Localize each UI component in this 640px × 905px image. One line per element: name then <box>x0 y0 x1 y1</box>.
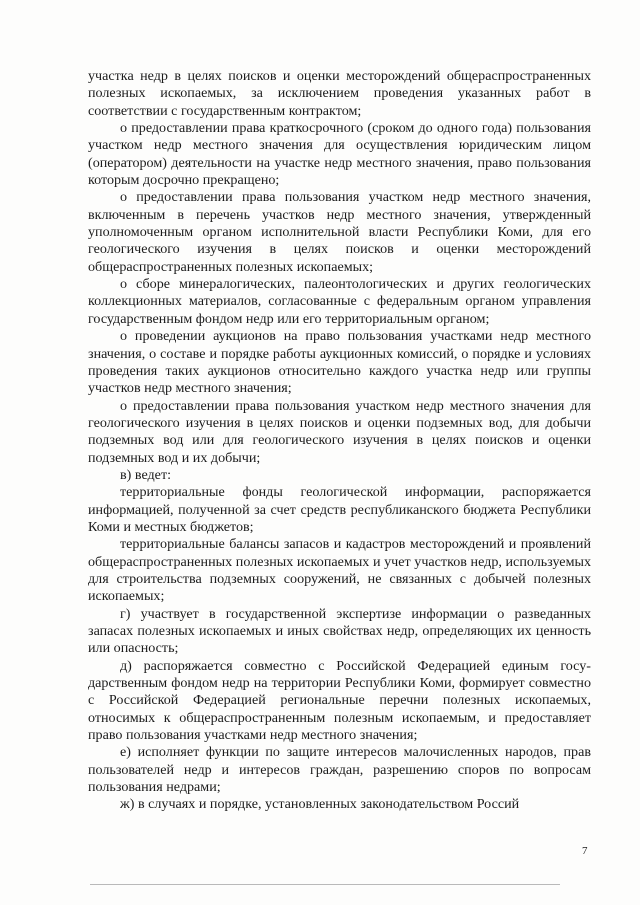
paragraph: о проведении аукционов на право пользования участками недр местного значения, о составе и порядке работы аукционных комиссий, о порядке и условиях проведения таких аукционов относительно каждого участка недр или группы участков недр местного значения; <box>88 328 591 397</box>
paragraph: о предоставлении права пользования участком недр местного значения для геологического изучения в целях поисков и оценки подземных вод, для добычи подземных вод или для геологического изучения в целях поисков и оценки подземных вод и их добычи; <box>88 397 591 466</box>
paragraph: ж) в случаях и порядке, установленных законодательством Россий <box>120 796 520 813</box>
paragraph: е) исполняет функции по защите интересов малочисленных народов, прав пользователей недр и интересов граждан, разрешению споров по вопросам пользования недрами; <box>88 744 591 796</box>
paragraph: о предоставлении права пользования участком недр местного значения, включенным в перечень участков недр местного значения, утвержденный уполномоченным органом исполнительной власти Республики Коми, для его геологического изучения в целях поисков и оценки месторождений общераспространенных полезных ископаемых; <box>88 189 591 275</box>
document-body <box>88 68 591 814</box>
paragraph: участка недр в целях поисков и оценки месторождений общераспространенных полезных ископаемых, за исключением проведения указанных работ в соответствии с государственным контрактом; <box>88 68 591 119</box>
page-number: 7 <box>582 845 588 857</box>
paragraph: территориальные балансы запасов и кадастров месторождений и проявлений общераспространенных полезных ископаемых и учет участков недр, используемых для строительства подземных сооружений, не связанных с добычей полезных ископаемых; <box>88 536 591 605</box>
paragraph: г) участвует в государственной экспертизе информации о разведанных запасах полезных ископаемых и иных свойствах недр, определяющих их ценность или опасность; <box>88 605 591 657</box>
paragraph: д) распоряжается совместно с Российской Федерацией единым государственным фондом недр на территории Республики Коми, формирует совместно с Российской Федерацией региональные перечни полезных ископаемых, относимых к общераспространенным полезным ископаемым, и предоставляет право пользования участками недр местного значения; <box>88 657 591 744</box>
paragraph: о сборе минералогических, палеонтологических и других геологических коллекционных материалов, согласованные с федеральным органом управления государственным фондом недр или его территориальным органом; <box>88 276 591 327</box>
paragraph: о предоставлении права краткосрочного (сроком до одного года) пользования участком недр местного значения для осуществления юридическим лицом (оператором) деятельности на участке недр местного значения, право пользования которым досрочно прекращено; <box>88 120 591 189</box>
scan-edge-line <box>90 884 560 885</box>
paragraph: территориальные фонды геологической информации, распоряжается информацией, полученной за счет средств республиканского бюджета Республики Коми и местных бюджетов; <box>88 484 591 535</box>
paragraph: в) ведет: <box>120 466 172 483</box>
